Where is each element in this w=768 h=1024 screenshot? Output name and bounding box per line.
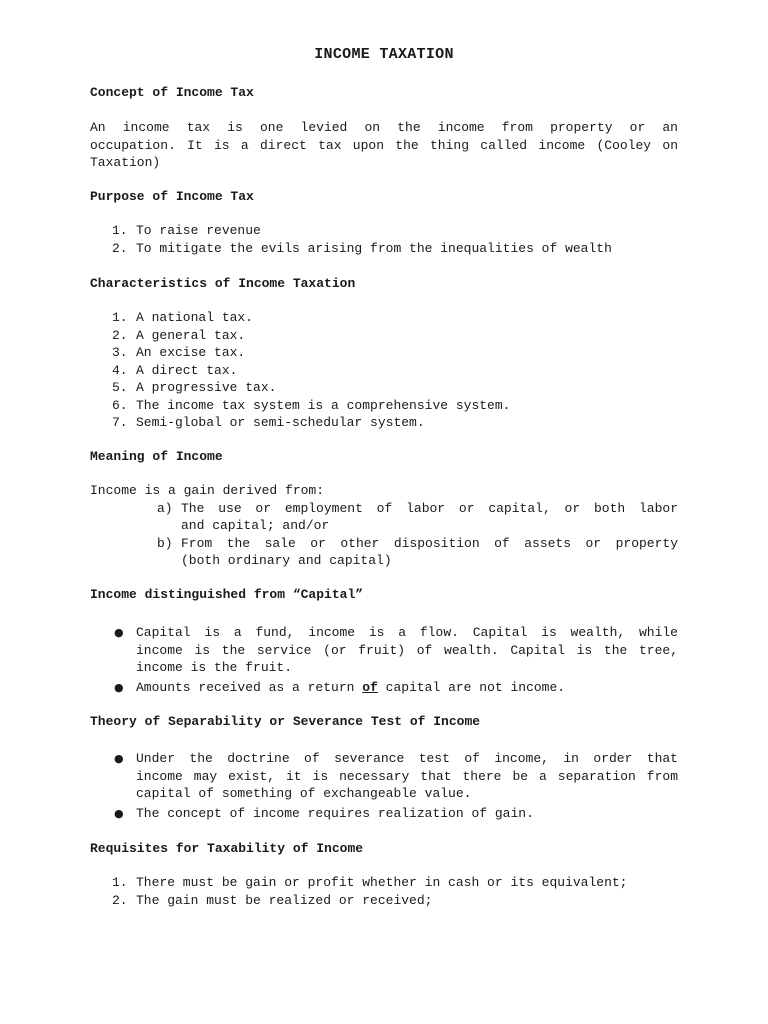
heading-income-vs-capital: Income distinguished from “Capital” xyxy=(90,587,364,602)
meaning-intro: Income is a gain derived from: xyxy=(90,483,325,498)
requisites-list xyxy=(90,874,678,909)
bullet-item xyxy=(90,679,678,697)
bullet-item xyxy=(90,805,678,823)
lettered-item-line: and capital; and/or xyxy=(181,518,330,533)
list-number: 2. xyxy=(112,327,128,343)
heading-concept-of-income-tax: Concept of Income Tax xyxy=(90,85,254,100)
list-item xyxy=(90,344,678,362)
concept-line: Taxation) xyxy=(90,155,161,170)
income-vs-capital-list xyxy=(90,624,678,696)
bullet-text: capital are not income. xyxy=(377,679,566,695)
concept-paragraph xyxy=(90,119,678,172)
list-item xyxy=(90,414,678,432)
lettered-item xyxy=(90,535,678,570)
list-item-text: A progressive tax. xyxy=(136,380,277,395)
list-number: 2. xyxy=(112,240,128,256)
list-number: 1. xyxy=(112,223,128,238)
list-item xyxy=(90,379,678,397)
bullet-icon: ● xyxy=(114,806,124,820)
concept-line: An income tax is one levied on the income from property or an xyxy=(90,120,678,135)
list-item xyxy=(90,397,678,415)
list-item-text: To raise revenue xyxy=(136,223,261,238)
bullet-item xyxy=(90,750,678,803)
bullet-line: income may exist, it is necessary that there be a separation from xyxy=(136,768,678,784)
bullet-line: Under the doctrine of severance test of income, in order that xyxy=(136,751,678,766)
bullet-line: Capital is a fund, income is a flow. Capital is wealth, while xyxy=(136,625,678,640)
list-item-text: A national tax. xyxy=(136,310,254,325)
heading-requisites: Requisites for Taxability of Income xyxy=(90,841,364,856)
list-number: 7. xyxy=(112,415,128,430)
bullet-item xyxy=(90,624,678,677)
purpose-list xyxy=(90,222,678,257)
list-item-text: The income tax system is a comprehensive system. xyxy=(136,397,511,413)
list-item-text: A general tax. xyxy=(136,327,246,343)
bullet-icon: ● xyxy=(114,752,124,765)
list-number: 5. xyxy=(112,380,128,395)
heading-purpose-of-income-tax: Purpose of Income Tax xyxy=(90,189,254,204)
item-letter: b) xyxy=(157,535,173,551)
list-item-text: To mitigate the evils arising from the inequalities of wealth xyxy=(136,240,612,256)
bullet-icon: ● xyxy=(114,680,124,694)
document-title: INCOME TAXATION xyxy=(314,46,454,63)
list-number: 6. xyxy=(112,397,128,413)
list-item-text: A direct tax. xyxy=(136,362,238,378)
list-item xyxy=(90,874,678,892)
meaning-block xyxy=(90,482,678,570)
list-number: 2. xyxy=(112,892,128,908)
list-item xyxy=(90,362,678,380)
bullet-icon: ● xyxy=(114,626,124,639)
bullet-line: income is the service (or fruit) of wealth. Capital is the tree, xyxy=(136,642,678,658)
lettered-item-line: The use or employment of labor or capital, or both labor xyxy=(181,500,678,516)
list-item-text: An excise tax. xyxy=(136,345,246,360)
list-item xyxy=(90,892,678,910)
list-item xyxy=(90,327,678,345)
lettered-item-line: From the sale or other disposition of assets or property xyxy=(181,535,678,551)
heading-meaning-of-income: Meaning of Income xyxy=(90,449,223,464)
item-letter: a) xyxy=(157,500,173,516)
heading-separability-theory: Theory of Separability or Severance Test of Income xyxy=(90,714,481,729)
list-number: 1. xyxy=(112,875,128,890)
bullet-line xyxy=(136,679,678,697)
concept-line: occupation. It is a direct tax upon the thing called income (Cooley on xyxy=(90,137,678,153)
list-item xyxy=(90,240,678,258)
list-number: 3. xyxy=(112,345,128,360)
lettered-item-line: (both ordinary and capital) xyxy=(181,553,392,568)
bullet-line: The concept of income requires realization of gain. xyxy=(136,805,534,821)
list-number: 1. xyxy=(112,310,128,325)
bullet-line: capital of something of exchangeable value. xyxy=(136,786,472,801)
separability-list xyxy=(90,750,678,822)
list-item-text: The gain must be realized or received; xyxy=(136,892,433,908)
heading-characteristics: Characteristics of Income Taxation xyxy=(90,276,356,291)
list-item xyxy=(90,222,678,240)
list-number: 4. xyxy=(112,362,128,378)
characteristics-list xyxy=(90,309,678,432)
bullet-emphasis: of xyxy=(362,679,378,695)
bullet-text: Amounts received as a return xyxy=(136,679,363,695)
lettered-item xyxy=(90,500,678,535)
list-item xyxy=(90,309,678,327)
bullet-line: income is the fruit. xyxy=(136,660,293,675)
list-item-text: Semi-global or semi-schedular system. xyxy=(136,415,425,430)
list-item-text: There must be gain or profit whether in cash or its equivalent; xyxy=(136,875,628,890)
